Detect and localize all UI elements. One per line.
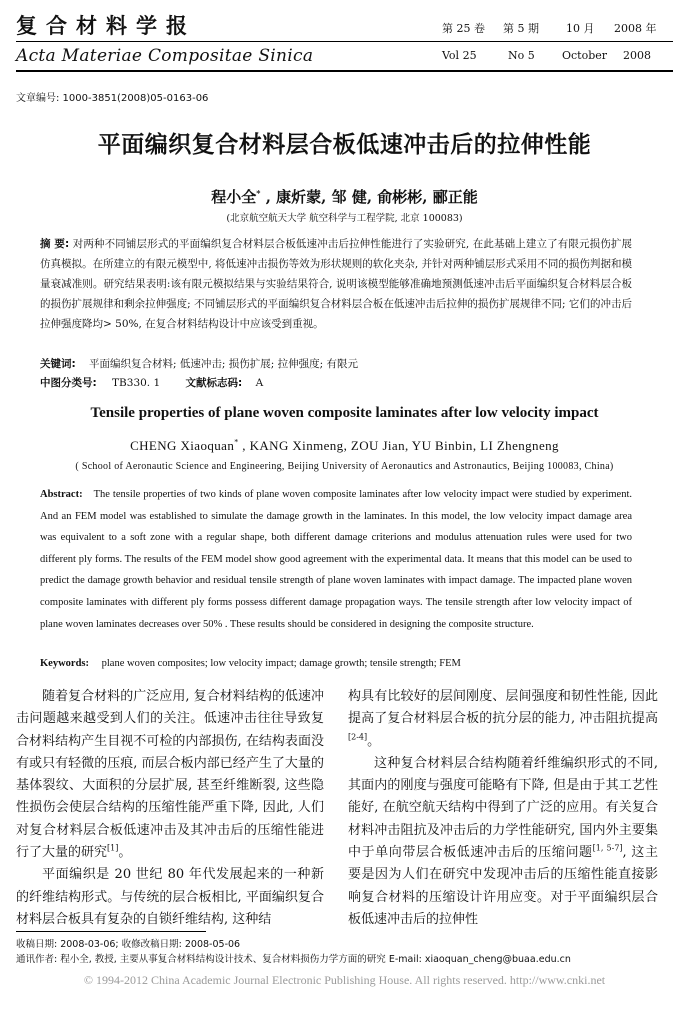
keywords-label-cn: 关键词: xyxy=(40,358,76,370)
citation: [1] xyxy=(107,843,119,853)
header-rule-top xyxy=(16,41,673,42)
journal-title-cn: 复合材料学报 xyxy=(16,14,196,38)
body-text: 构具有比较好的层间刚度、层间强度和韧性性能, 因此提高了复合材料层合板的抗分层的能力, 冲击阻抗提高 xyxy=(348,689,658,727)
header-rule-bottom xyxy=(16,70,673,72)
issue-year-en: 2008 xyxy=(623,49,651,62)
copyright-line: © 1994-2012 China Academic Journal Electronic Publishing House. All rights reserved. http://www.cnki.net xyxy=(83,973,606,987)
issue-month-cn: 10 月 xyxy=(566,22,595,35)
clc-label: 中图分类号: xyxy=(40,377,97,389)
abstract-cn xyxy=(40,234,632,334)
citation: [2-4] xyxy=(348,732,368,742)
issue-info-en xyxy=(0,49,689,65)
body-column-right xyxy=(348,686,658,931)
authors-en xyxy=(0,438,689,454)
abstract-en xyxy=(40,484,632,635)
keywords-cn xyxy=(40,356,632,371)
issue-volume-cn: 第 25 卷 xyxy=(442,22,485,35)
keywords-text-cn: 平面编织复合材料; 低速冲击; 损伤扩展; 拉伸强度; 有限元 xyxy=(89,358,359,370)
authors-cn xyxy=(0,186,689,207)
abstract-label-en: Abstract: xyxy=(40,489,83,500)
paper-title-cn: 平面编织复合材料层合板低速冲击后的拉伸性能 xyxy=(97,132,592,158)
corresponding-mark-cn: * xyxy=(256,188,261,198)
body-paragraph xyxy=(16,864,324,931)
issue-year-cn: 2008 年 xyxy=(614,22,657,35)
footnote-dates: 收稿日期: 2008-03-06; 收修改稿日期: 2008-05-06 xyxy=(16,939,241,950)
body-paragraph xyxy=(348,753,658,931)
issue-info-cn xyxy=(0,20,689,36)
author-corresponding-en: CHENG Xiaoquan xyxy=(130,438,235,453)
journal-title-en: Acta Materiae Compositae Sinica xyxy=(16,46,314,66)
article-number: 文章编号: 1000-3851(2008)05-0163-06 xyxy=(16,93,209,104)
body-text: 。 xyxy=(367,733,381,749)
affiliation-en: ( School of Aeronautic Science and Engineering, Beijing University of Aeronautics and Astronautics, Beijing 100083, China) xyxy=(75,461,614,472)
classification-line xyxy=(40,375,632,390)
keywords-en xyxy=(40,658,632,669)
body-text: 随着复合材料的广泛应用, 复合材料结构的低速冲击问题越来越受到人们的关注。低速冲击往往导致复合材料结构产生目视不可检的内部损伤, 在结构表面没有或只有轻微的压痕, 而层合板内部已经产生了大量的基体裂纹、大面积的分层扩展, 甚至纤维断裂, 这些隐性损伤会使层合结构的压缩性能严重下降, 因此, 人们对复合材料层合板低速冲击及其冲击后的压缩性能进行了大量的研究 xyxy=(16,689,324,861)
abstract-text-cn: 对两种不同铺层形式的平面编织复合材料层合板低速冲击后拉伸性能进行了实验研究, 在此基础上建立了有限元损伤扩展仿真模拟。在所建立的有限元模型中, 将低速冲击损伤等效为形状规则的软化夹杂, 并针对两种铺层形式采用不同的损伤判据和模量衰减准则。研究结果表明:该有限元模拟结果与实验结果符合, 说明该模型能够准确地预测低速冲击后平面编织复合材料层合板的损伤扩展规律和剩余拉伸强度; 不同铺层形式的平面编织复合材料层合板在低速冲击后拉伸的损伤扩展规律不同; 它们的冲击后拉伸强度降均> 50%, 在复合材料结构设计中应该受到重视。 xyxy=(40,238,632,330)
authors-rest-en: , KANG Xinmeng, ZOU Jian, YU Binbin, LI Zhengneng xyxy=(238,438,559,453)
keywords-text-en: plane woven composites; low velocity impact; damage growth; tensile strength; FEM xyxy=(101,658,461,669)
abstract-text-en: The tensile properties of two kinds of plane woven composite laminates after low velocity impact were studied by experiment. And an FEM model was established to simulate the damage growth in the laminates. In this model, the low velocity impact damage area was equivalent to a soft zone with a regular shape, both different damage criterions and modulus attenuation rules were used for two different ply forms. The results of the FEM model show good agreement with the experimental data. It means that this model can be used to predict the damage growth behavior and residual tensile strength of plane woven laminates with impact damage. The impacted plane woven composite laminates with different ply forms possess different damage propagation ways. The tensile strength after low velocity impact of plane woven laminates decreases over 50% . These results should be considered in designing the composite structure. xyxy=(40,489,632,630)
abstract-label-cn: 摘 要: xyxy=(40,238,70,250)
keywords-label-en: Keywords: xyxy=(40,658,89,669)
issue-month-en: October xyxy=(562,49,608,62)
affiliation-cn: (北京航空航天大学 航空科学与工程学院, 北京 100083) xyxy=(226,213,463,224)
doc-code-label: 文献标志码: xyxy=(185,377,243,389)
body-column-left xyxy=(16,686,324,931)
body-text: 平面编织是 20 世纪 80 年代发展起来的一种新的纤维结构形式。与传统的层合板相比, 平面编织复合材料层合板具有复杂的自锁纤维结构, 这种结 xyxy=(16,867,324,927)
paper-title-en: Tensile properties of plane woven composite laminates after low velocity impact xyxy=(90,405,599,421)
issue-number-cn: 第 5 期 xyxy=(503,22,539,35)
corresponding-mark-en: * xyxy=(234,437,239,447)
body-paragraph xyxy=(16,686,324,864)
body-paragraph xyxy=(348,686,658,753)
issue-number-en: No 5 xyxy=(508,49,535,62)
clc-value: TB330. 1 xyxy=(112,377,161,389)
body-text: 。 xyxy=(118,845,132,861)
footnote-author-info: 通讯作者: 程小全, 教授, 主要从事复合材料结构设计技术、复合材料损伤力学方面的研究 E-mail: xiaoquan_cheng@buaa.edu.cn xyxy=(16,954,571,965)
body-text: , 这主要是因为人们在研究中发现冲击后的压缩性能直接影响复合材料的压缩设计许用应变。对于平面编织层合板低速冲击后的拉伸性 xyxy=(348,845,658,927)
body-text: 这种复合材料层合结构随着纤维编织形式的不同, 其面内的刚度与强度可能略有下降, 但是由于其工艺性能好, 在航空航天结构中得到了广泛的应用。有关复合材料冲击阻抗及冲击后的力学性能研究, 国内外主要集中于单向带层合板低速冲击后的压缩问题 xyxy=(348,755,658,861)
doc-code-value: A xyxy=(255,377,264,389)
citation: [1, 5-7] xyxy=(592,843,623,853)
issue-volume-en: Vol 25 xyxy=(442,49,477,62)
author-corresponding-cn: 程小全 xyxy=(211,188,257,206)
authors-rest-cn: , 康炘蒙, 邹 健, 俞彬彬, 郦正能 xyxy=(260,188,478,206)
footnote-rule xyxy=(16,931,206,932)
